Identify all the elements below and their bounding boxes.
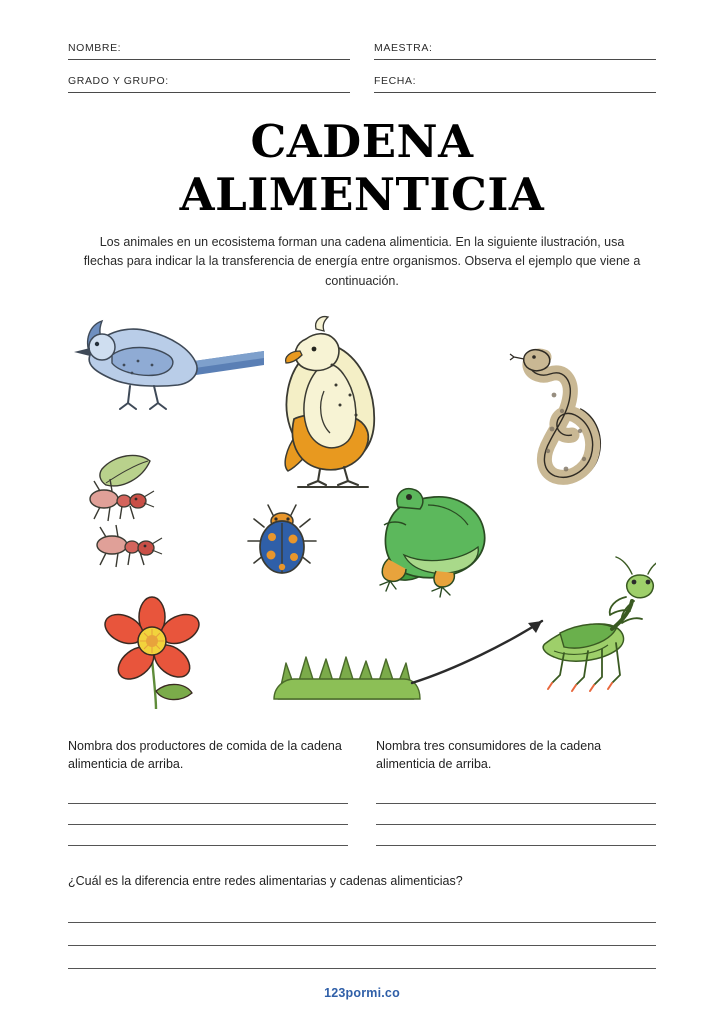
teacher-field[interactable]	[374, 38, 656, 60]
question-producers-text: Nombra dos productores de comida de la cadena alimenticia de arriba.	[68, 739, 342, 772]
question-consumers	[376, 737, 656, 846]
teacher-field-label: MAESTRA:	[374, 42, 433, 54]
answer-line[interactable]	[68, 923, 656, 946]
example-arrow	[412, 621, 542, 683]
student-info-header	[68, 0, 656, 93]
question-difference	[68, 872, 656, 969]
footer	[0, 984, 724, 1002]
question-producers	[68, 737, 348, 846]
blue-jay-bird	[74, 321, 264, 409]
page-title: CADENA ALIMENTICIA	[179, 115, 545, 221]
answer-lines-consumers[interactable]	[376, 783, 656, 846]
header-row-1	[68, 38, 656, 60]
footer-brand[interactable]: 123pormi.co	[324, 986, 400, 1000]
instructions-text: Los animales en un ecosistema forman una cadena alimenticia. En la siguiente ilustración, usa flechas para indicar la la transferencia de energía entre organismos. Observa el ejemplo que viene a continuación.	[83, 235, 641, 288]
answer-line[interactable]	[376, 804, 656, 825]
date-field-label: FECHA:	[374, 75, 417, 87]
snake	[510, 350, 600, 483]
header-row-2	[68, 71, 656, 93]
grass	[274, 657, 420, 699]
praying-mantis	[543, 557, 656, 691]
answer-line[interactable]	[376, 783, 656, 804]
grade-group-field[interactable]	[68, 71, 350, 93]
answer-line[interactable]	[68, 783, 348, 804]
answer-line[interactable]	[68, 804, 348, 825]
question-consumers-text: Nombra tres consumidores de la cadena alimenticia de arriba.	[376, 739, 602, 772]
answer-lines-difference[interactable]	[68, 900, 656, 969]
questions-section	[68, 737, 656, 846]
leafcutter-ants	[90, 456, 162, 568]
answer-line[interactable]	[68, 946, 656, 969]
date-field[interactable]	[374, 71, 656, 93]
question-difference-text: ¿Cuál es la diferencia entre redes alimentarias y cadenas alimenticias?	[68, 874, 463, 889]
answer-line[interactable]	[376, 825, 656, 846]
name-field[interactable]	[68, 38, 350, 60]
ladybug-beetle	[248, 505, 316, 573]
answer-line[interactable]	[68, 900, 656, 923]
grade-group-field-label: GRADO Y GRUPO:	[68, 75, 169, 87]
flower	[100, 597, 203, 709]
answer-lines-producers[interactable]	[68, 783, 348, 846]
food-chain-illustration	[68, 299, 656, 729]
frog	[380, 489, 485, 597]
answer-line[interactable]	[68, 825, 348, 846]
name-field-label: NOMBRE:	[68, 42, 122, 54]
eagle-bird	[285, 317, 374, 487]
